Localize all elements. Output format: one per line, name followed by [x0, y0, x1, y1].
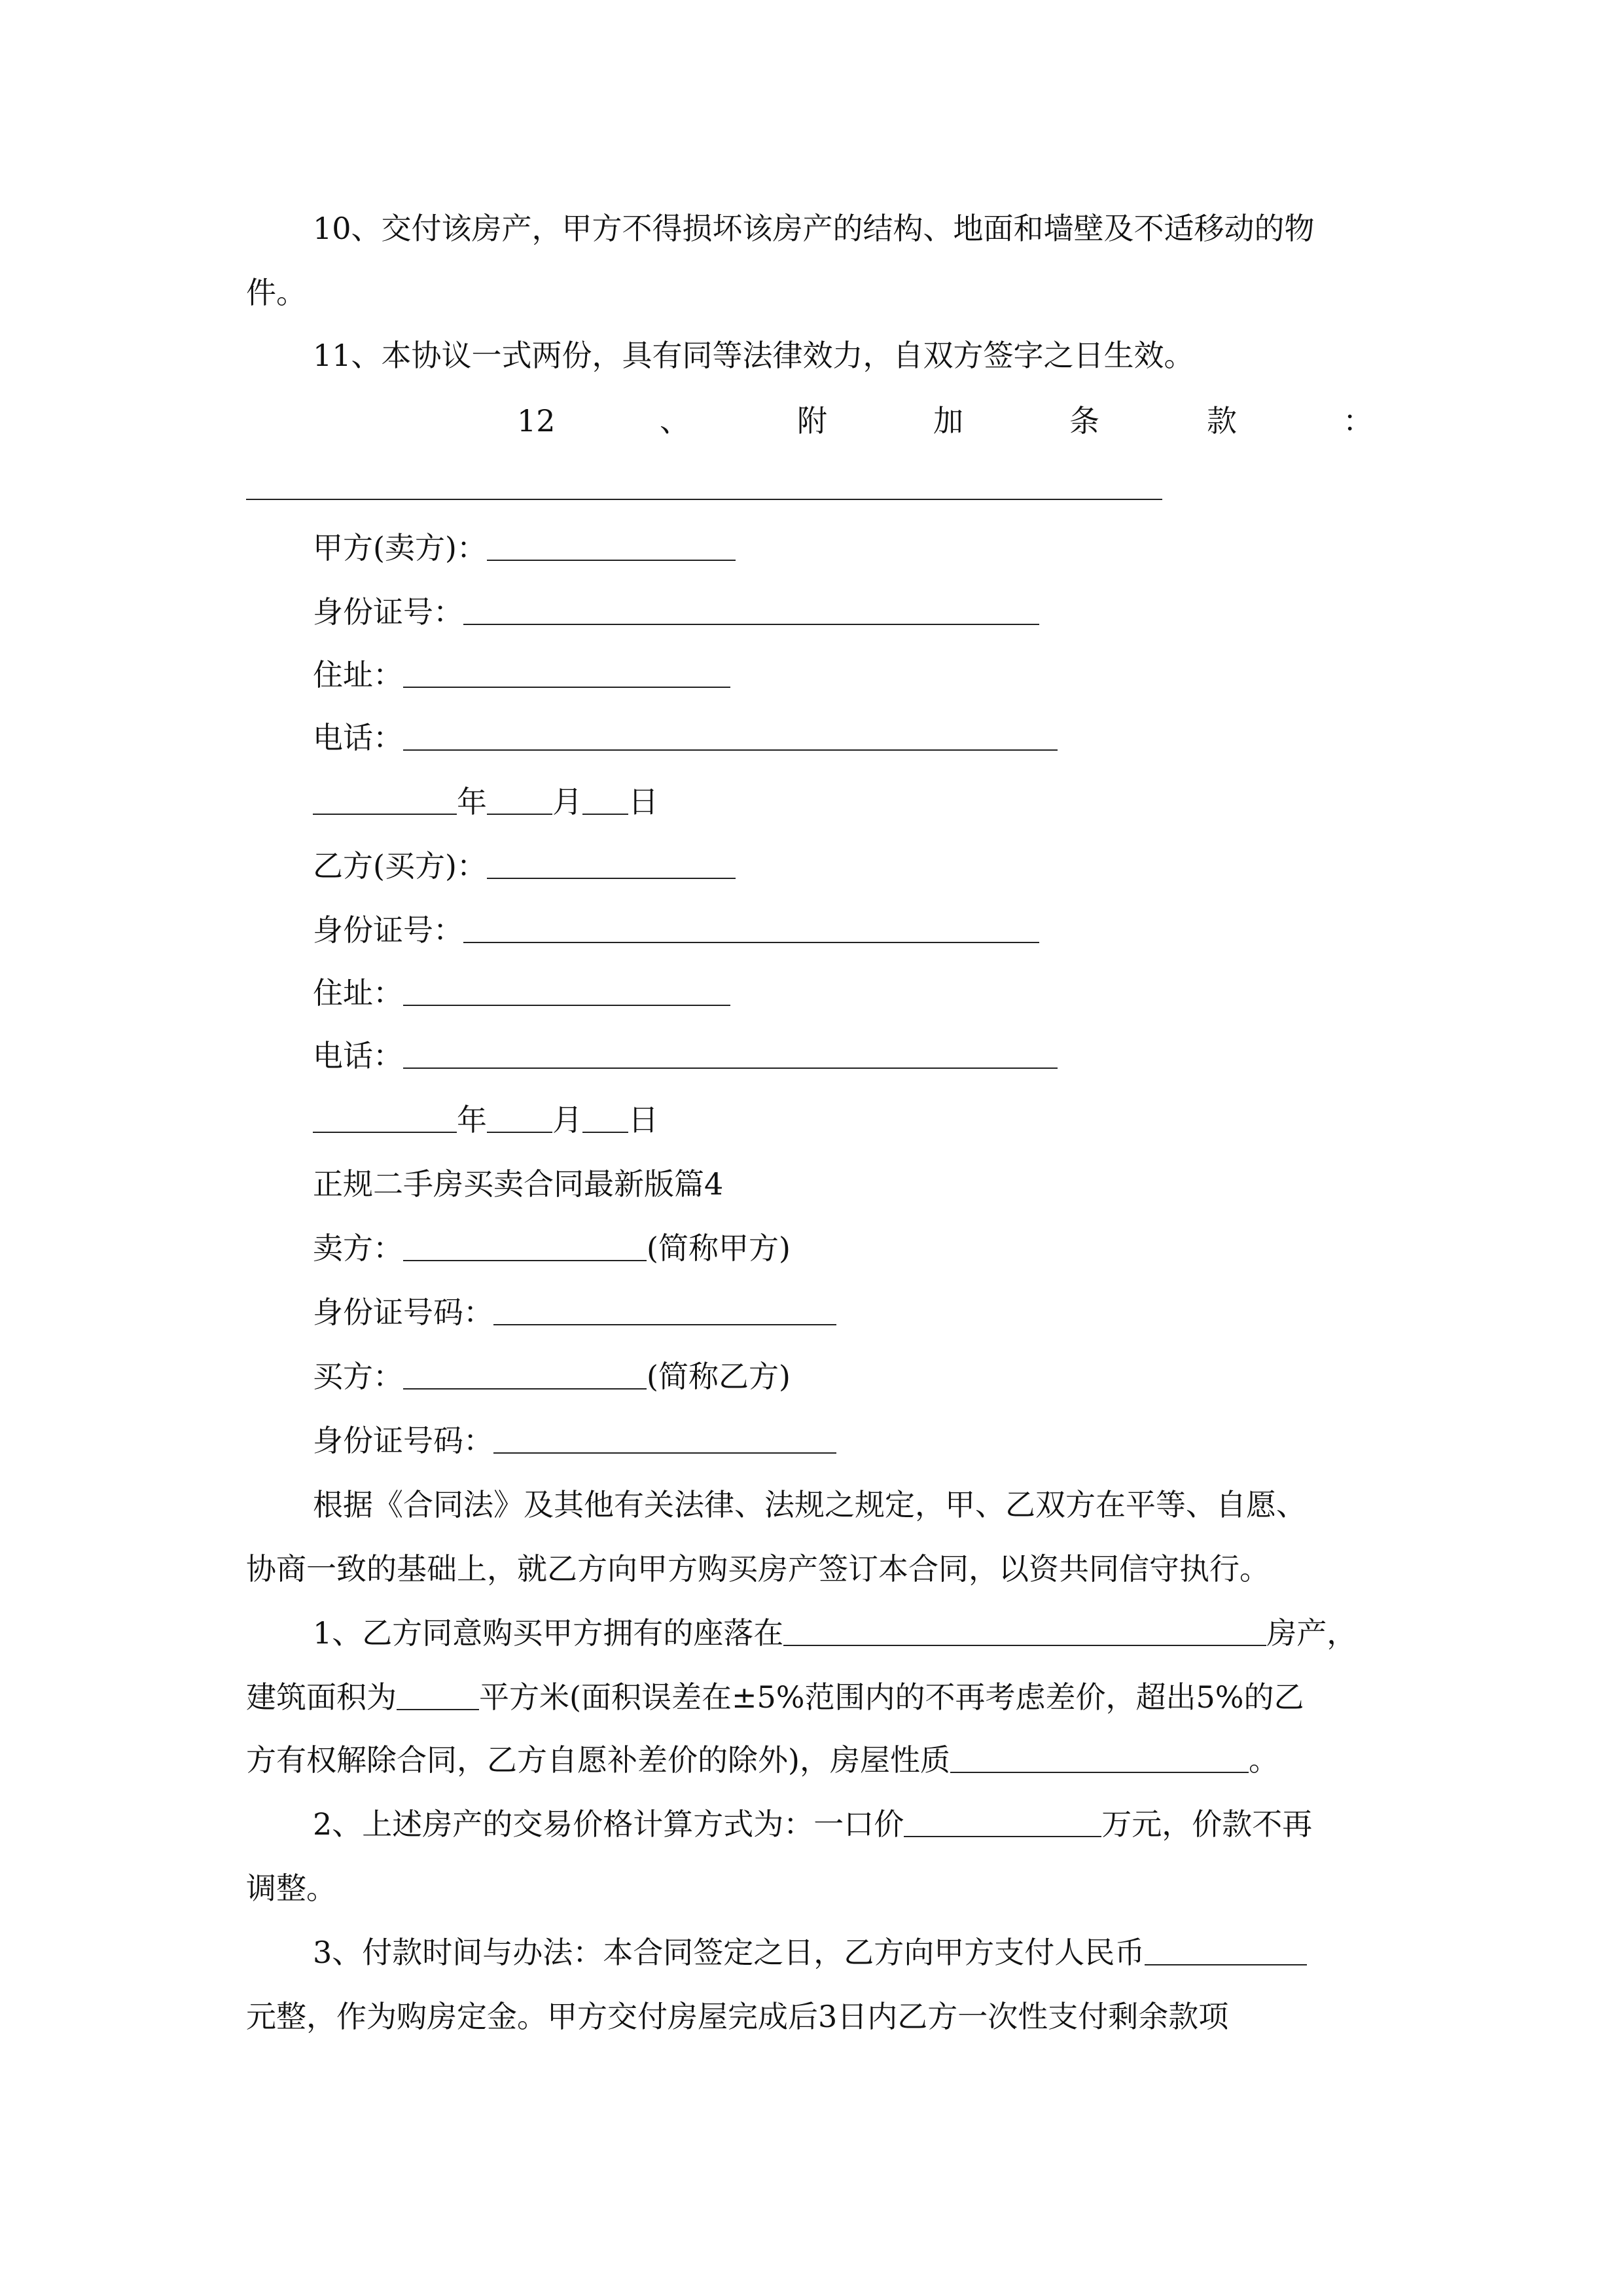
buyer-name-blank[interactable] — [487, 852, 736, 879]
seller-address-label: 住址： — [313, 657, 403, 692]
buyer-party-label: 乙方(买方)： — [313, 848, 487, 884]
buyer-party-row — [313, 848, 736, 884]
buyer-day-label: 日 — [628, 1102, 658, 1138]
seller-phone-row — [313, 720, 1058, 755]
contract-title: 正规二手房买卖合同最新版篇4 — [313, 1166, 724, 1202]
buyer-phone-row — [313, 1038, 1058, 1073]
buyer-id-label: 身份证号： — [313, 912, 463, 948]
buyer-address-blank[interactable] — [403, 978, 730, 1006]
c4-buyer-row — [313, 1359, 791, 1394]
clause-12-comma: 、 — [660, 403, 690, 439]
seller-month-label: 月 — [552, 784, 582, 819]
seller-month-blank[interactable] — [487, 787, 552, 815]
c4-clause-2-line-2: 调整。 — [246, 1871, 336, 1906]
c4-seller-label: 卖方： — [313, 1230, 403, 1266]
clause-12-colon: ： — [1343, 403, 1373, 439]
buyer-address-row — [313, 975, 730, 1011]
c4-clause-2-unit: 万元，价款不再 — [1101, 1806, 1313, 1842]
seller-address-row — [313, 657, 730, 692]
property-nature-blank[interactable] — [950, 1746, 1249, 1773]
additional-terms-blank[interactable] — [246, 499, 1162, 500]
c4-buyer-id-label: 身份证号码： — [313, 1423, 493, 1458]
c4-clause-3-line-1 — [313, 1935, 1307, 1970]
c4-clause-1-line-3 — [246, 1742, 1279, 1778]
price-blank[interactable] — [904, 1810, 1101, 1837]
c4-seller-row — [313, 1230, 791, 1266]
seller-day-label: 日 — [628, 784, 658, 819]
clause-11: 11、本协议一式两份，具有同等法律效力，自双方签字之日生效。 — [313, 338, 1194, 373]
buyer-year-blank[interactable] — [313, 1105, 457, 1133]
c4-clause-1-property: 房产， — [1266, 1615, 1357, 1651]
c4-clause-1-line-2 — [246, 1679, 1304, 1715]
c4-seller-id-blank[interactable] — [493, 1298, 836, 1325]
buyer-id-blank[interactable] — [463, 916, 1039, 943]
c4-seller-id-row — [313, 1295, 836, 1330]
property-location-blank[interactable] — [783, 1619, 1266, 1646]
c4-buyer-blank[interactable] — [403, 1362, 647, 1390]
clause-12-char-4: 款 — [1207, 403, 1237, 439]
buyer-year-label: 年 — [457, 1102, 487, 1138]
buyer-phone-blank[interactable] — [403, 1041, 1058, 1069]
buyer-month-blank[interactable] — [487, 1105, 552, 1133]
seller-day-blank[interactable] — [582, 787, 628, 815]
c4-clause-1-end: 。 — [1248, 1742, 1279, 1778]
c4-clause-3-text: 3、付款时间与办法：本合同签定之日，乙方向甲方支付人民币 — [313, 1935, 1145, 1970]
seller-party-label: 甲方(卖方)： — [313, 530, 487, 565]
c4-intro-line-1: 根据《合同法》及其他有关法律、法规之规定，甲、乙双方在平等、自愿、 — [313, 1487, 1306, 1522]
clause-10-line-1: 10、交付该房产，甲方不得损坏该房产的结构、地面和墙壁及不适移动的物 — [313, 211, 1315, 246]
c4-clause-3-line-2: 元整，作为购房定金。甲方交付房屋完成后3日内乙方一次性支付剩余款项 — [246, 1999, 1229, 2034]
buyer-day-blank[interactable] — [582, 1105, 628, 1133]
clause-12-char-3: 条 — [1069, 403, 1099, 439]
seller-address-blank[interactable] — [403, 660, 730, 688]
buyer-phone-label: 电话： — [313, 1038, 403, 1073]
deposit-blank[interactable] — [1145, 1938, 1307, 1965]
seller-id-blank[interactable] — [463, 598, 1039, 625]
buyer-month-label: 月 — [552, 1102, 582, 1138]
c4-seller-note: (简称甲方) — [647, 1230, 791, 1266]
clause-12-char-2: 加 — [933, 403, 963, 439]
seller-phone-label: 电话： — [313, 720, 403, 755]
buyer-date-row — [313, 1102, 658, 1138]
seller-id-label: 身份证号： — [313, 594, 463, 630]
buyer-address-label: 住址： — [313, 975, 403, 1011]
buyer-id-row — [313, 912, 1039, 948]
seller-name-blank[interactable] — [487, 533, 736, 561]
c4-buyer-id-row — [313, 1423, 836, 1458]
c4-seller-blank[interactable] — [403, 1234, 647, 1261]
c4-buyer-note: (简称乙方) — [647, 1359, 791, 1394]
c4-seller-id-label: 身份证号码： — [313, 1295, 493, 1330]
seller-date-row — [313, 784, 658, 819]
c4-clause-2-text: 2、上述房产的交易价格计算方式为：一口价 — [313, 1806, 904, 1842]
seller-phone-blank[interactable] — [403, 723, 1058, 751]
clause-10-line-2: 件。 — [246, 275, 306, 310]
c4-clause-2-line-1 — [313, 1806, 1313, 1842]
seller-year-label: 年 — [457, 784, 487, 819]
c4-clause-1-text: 1、乙方同意购买甲方拥有的座落在 — [313, 1615, 784, 1651]
area-blank[interactable] — [397, 1683, 479, 1710]
c4-buyer-label: 买方： — [313, 1359, 403, 1394]
c4-clause-1-line-1 — [313, 1615, 1357, 1651]
clause-12-char-1: 附 — [797, 403, 827, 439]
seller-id-row — [313, 594, 1039, 630]
c4-intro-line-2: 协商一致的基础上，就乙方向甲方购买房产签订本合同，以资共同信守执行。 — [246, 1551, 1270, 1587]
c4-buyer-id-blank[interactable] — [493, 1426, 836, 1454]
seller-year-blank[interactable] — [313, 787, 457, 815]
seller-party-row — [313, 530, 736, 565]
c4-clause-1-area-label: 建筑面积为 — [246, 1679, 397, 1715]
c4-clause-1-nature-label: 方有权解除合同，乙方自愿补差价的除外)，房屋性质 — [246, 1742, 950, 1778]
clause-12-number: 12 — [517, 403, 556, 439]
c4-clause-1-area-terms: 平方米(面积误差在±5%范围内的不再考虑差价，超出5%的乙 — [479, 1679, 1304, 1715]
